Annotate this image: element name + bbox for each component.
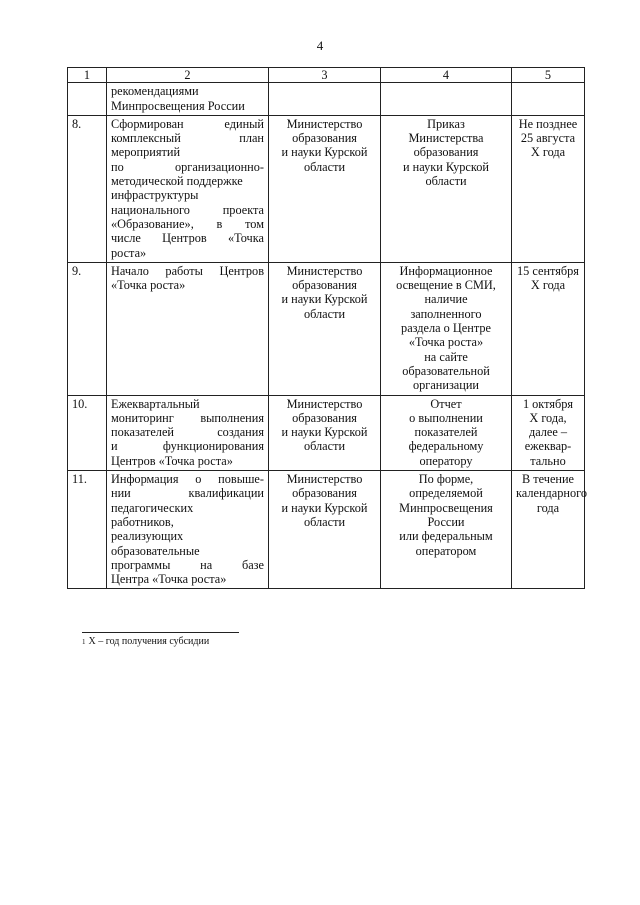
result-line: освещение в СМИ, (396, 278, 496, 293)
continuation-empty-cell (381, 83, 512, 116)
responsible-line: области (303, 159, 346, 174)
result-line: Минпросвещения (399, 500, 493, 515)
responsible-line: Министерство (286, 396, 363, 411)
result-line: организации (412, 378, 480, 393)
responsible-line: Министерство (286, 472, 363, 487)
table-row (68, 471, 585, 589)
table-row (68, 262, 585, 395)
column-number-2: 2 (107, 68, 269, 83)
activity-line: показателей создания (111, 425, 264, 440)
table-row (68, 115, 585, 262)
responsible-line: образования (292, 278, 357, 293)
activity-line: Сформирован единый (111, 116, 264, 131)
result-line: области (425, 174, 467, 189)
responsible-line: и науки Курской (281, 292, 368, 307)
page-number: 4 (316, 38, 324, 53)
result-line: на сайте (424, 349, 468, 364)
result-line: Министерства (408, 131, 484, 146)
result-line: и науки Курской (403, 159, 489, 174)
responsible-line: образования (292, 486, 357, 501)
deadline-line: Х года (530, 278, 566, 293)
deadline-line: далее – (528, 425, 568, 440)
activity-line: мероприятий (111, 145, 181, 160)
deadline-cell (512, 471, 588, 589)
deadline-line: 15 сентября (517, 263, 579, 278)
activity-line: программы на базе (111, 557, 264, 572)
result-line: России (427, 514, 465, 529)
deadline-cell (512, 115, 585, 262)
result-line: раздела о Центре (401, 321, 491, 336)
result-line: заполненного (410, 306, 482, 321)
continuation-line: Минпросвещения России (111, 98, 245, 113)
activity-line: «Образование», в том (111, 216, 264, 231)
deadline-cell (512, 262, 585, 395)
continuation-row (68, 83, 585, 116)
deadline-cell (512, 395, 585, 470)
column-number-5: 5 (512, 68, 585, 83)
activity-line: роста» (111, 245, 147, 260)
continuation-cell (107, 83, 269, 116)
activity-line: национального проекта (111, 202, 264, 217)
continuation-empty-cell (512, 83, 585, 116)
footnote-marker: 1 (82, 638, 86, 646)
result-line: определяемой (409, 486, 483, 501)
result-line: федеральному (408, 439, 484, 454)
result-line: показателей (414, 425, 478, 440)
activity-line: работников, (111, 514, 174, 529)
activity-line: числе Центров «Точка (111, 231, 264, 246)
activity-line: Центра «Точка роста» (111, 572, 227, 587)
activity-line: педагогических (111, 500, 194, 515)
result-line: наличие (424, 292, 468, 307)
column-number-4: 4 (381, 68, 512, 83)
deadline-line: Х года (530, 145, 566, 160)
responsible-line: образования (292, 131, 357, 146)
result-line: Приказ (427, 116, 465, 131)
activity-line: нии квалификации (111, 486, 264, 501)
deadline-line: Х года, (529, 410, 567, 425)
responsible-cell (269, 262, 381, 395)
activity-cell (107, 471, 269, 589)
result-line: Информационное (399, 263, 493, 278)
result-line: или федеральным (399, 529, 493, 544)
result-line: оператору (419, 453, 473, 468)
activity-line: по организационно- (111, 159, 264, 174)
result-cell (381, 471, 512, 589)
row-number: 8. (68, 115, 107, 262)
deadline-line: тально (530, 453, 566, 468)
result-line: По форме, (418, 472, 474, 487)
footnote-text: Х – год получения субсидии (88, 636, 210, 647)
deadline-line: календарного (516, 486, 588, 501)
responsible-line: Министерство (286, 263, 363, 278)
activity-line: инфраструктуры (111, 188, 199, 203)
activity-cell (107, 262, 269, 395)
column-number-1: 1 (68, 68, 107, 83)
column-number-row (68, 68, 585, 83)
activity-line: Ежеквартальный (111, 396, 200, 411)
result-line: Отчет (430, 396, 462, 411)
table-row (68, 395, 585, 470)
responsible-line: Министерство (286, 116, 363, 131)
responsible-cell (269, 471, 381, 589)
responsible-line: и науки Курской (281, 145, 368, 160)
activity-cell (107, 115, 269, 262)
responsible-line: области (303, 306, 346, 321)
activity-line: методической поддержке (111, 174, 243, 189)
footnote (82, 636, 209, 648)
deadline-line: В течение (521, 472, 575, 487)
footnote-divider (82, 632, 239, 633)
result-cell (381, 115, 512, 262)
row-number: 10. (68, 395, 107, 470)
activity-line: «Точка роста» (111, 278, 186, 293)
continuation-empty-cell (269, 83, 381, 116)
activity-line: образовательные (111, 543, 200, 558)
deadline-line: ежеквар- (524, 439, 572, 454)
result-cell (381, 395, 512, 470)
responsible-line: области (303, 514, 346, 529)
row-number: 9. (68, 262, 107, 395)
activity-line: комплексный план (111, 131, 264, 146)
activity-line: реализующих (111, 529, 184, 544)
responsible-line: и науки Курской (281, 500, 368, 515)
measures-table (67, 67, 588, 589)
result-line: образовательной (402, 363, 490, 378)
activity-line: Центров «Точка роста» (111, 453, 233, 468)
responsible-line: образования (292, 410, 357, 425)
deadline-line: года (536, 500, 560, 515)
responsible-line: области (303, 439, 346, 454)
responsible-line: и науки Курской (281, 425, 368, 440)
column-number-3: 3 (269, 68, 381, 83)
deadline-line: Не позднее (518, 116, 578, 131)
activity-line: Начало работы Центров (111, 263, 264, 278)
continuation-line: рекомендациями (111, 84, 199, 99)
result-line: образования (413, 145, 479, 160)
activity-line: Информация о повыше- (111, 472, 264, 487)
continuation-empty-cell (68, 83, 107, 116)
responsible-cell (269, 115, 381, 262)
result-line: «Точка роста» (408, 335, 484, 350)
result-line: о выполнении (409, 410, 483, 425)
activity-line: и функционирования (111, 439, 264, 454)
deadline-line: 1 октября (522, 396, 574, 411)
result-cell (381, 262, 512, 395)
responsible-cell (269, 395, 381, 470)
result-line: оператором (415, 543, 477, 558)
deadline-line: 25 августа (520, 131, 576, 146)
activity-line: мониторинг выполнения (111, 410, 264, 425)
row-number: 11. (68, 471, 107, 589)
activity-cell (107, 395, 269, 470)
